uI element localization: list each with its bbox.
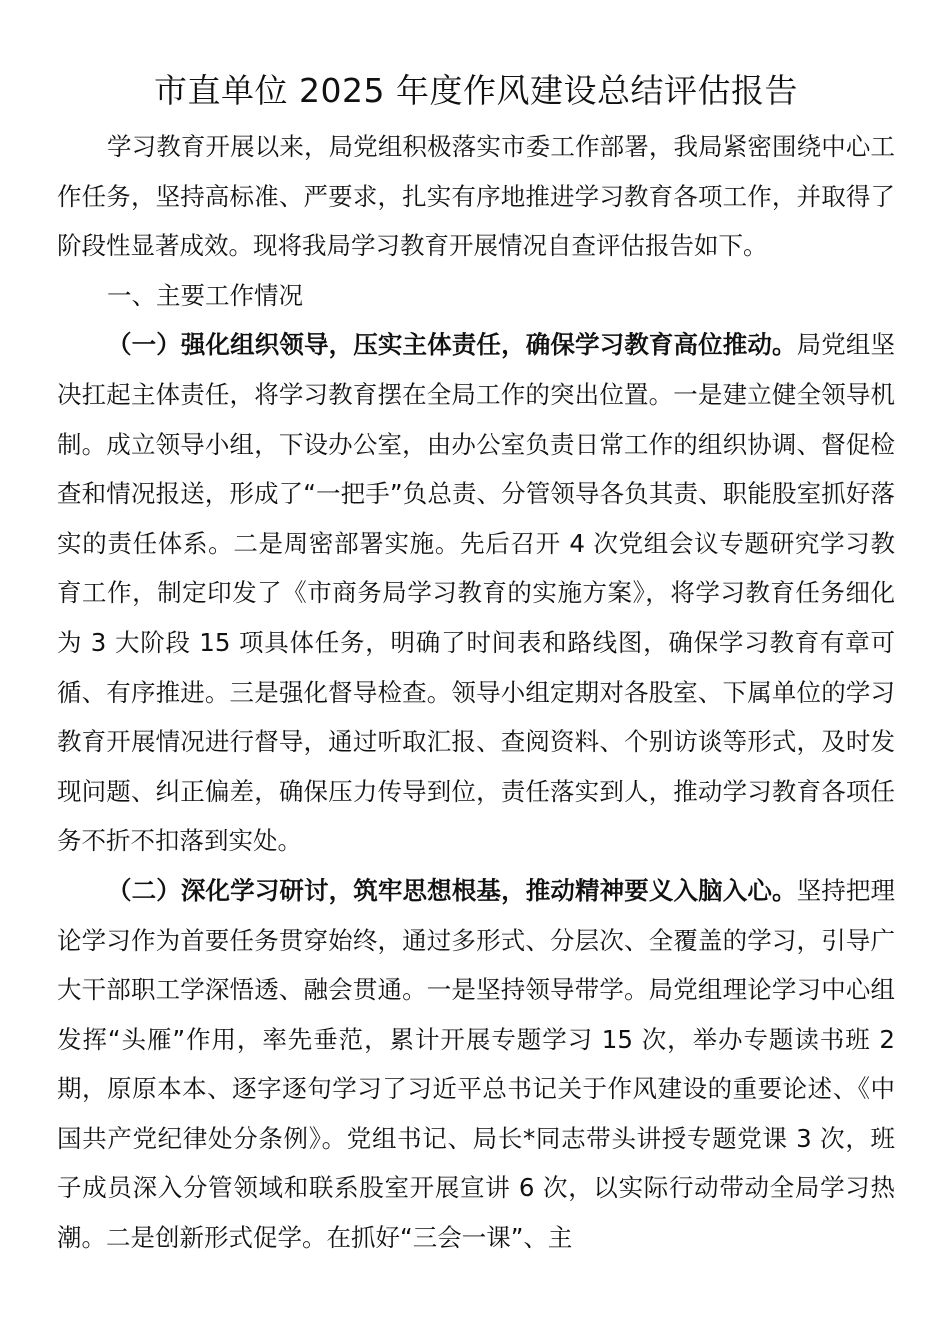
part-2-paragraph bbox=[57, 866, 895, 1263]
document-title: 市直单位 2025 年度作风建设总结评估报告 bbox=[154, 71, 798, 110]
part-2-lead: （二）深化学习研讨，筑牢思想根基，推动精神要义入脑入心。 bbox=[107, 875, 797, 905]
document-page bbox=[57, 64, 895, 1263]
section-heading: 一、主要工作情况 bbox=[107, 280, 303, 310]
part-1-lead: （一）强化组织领导，压实主体责任，确保学习教育高位推动。 bbox=[107, 330, 797, 360]
intro-paragraph: 学习教育开展以来，局党组积极落实市委工作部署，我局紧密围绕中心工作任务，坚持高标准、严要求，扎实有序地推进学习教育各项工作，并取得了阶段性显著成效。现将我局学习教育开展情况自查评估报告如下。 bbox=[57, 132, 895, 261]
part-1-body: 局党组坚决扛起主体责任，将学习教育摆在全局工作的突出位置。一是建立健全领导机制。成立领导小组，下设办公室，由办公室负责日常工作的组织协调、督促检查和情况报送，形成了“一把手”负总责、分管领导各负其责、职能股室抓好落实的责任体系。二是周密部署实施。先后召开 4 次党组会议专题研究学习教育工作，制定印发了《市商务局学习教育的实施方案》，将学习教育任务细化为 3 大阶段 15 项具体任务，明确了时间表和路线图，确保学习教育有章可循、有序推进。三是强化督导检查。领导小组定期对各股室、下属单位的学习教育开展情况进行督导，通过听取汇报、查阅资料、个别访谈等形式，及时发现问题、纠正偏差，确保压力传导到位，责任落实到人，推动学习教育各项任务不折不扣落到实处。 bbox=[57, 330, 896, 856]
part-1-paragraph bbox=[57, 320, 895, 866]
part-2-body: 坚持把理论学习作为首要任务贯穿始终，通过多形式、分层次、全覆盖的学习，引导广大干部职工学深悟透、融会贯通。一是坚持领导带学。局党组理论学习中心组发挥“头雁”作用，率先垂范，累计开展专题学习 15 次，举办专题读书班 2 期，原原本本、逐字逐句学习了习近平总书记关于作风建设的重要论述、《中国共产党纪律处分条例》。党组书记、局长*同志带头讲授专题党课 3 次，班子成员深入分管领域和联系股室开展宣讲 6 次，以实际行动带动全局学习热潮。二是创新形式促学。在抓好“三会一课”、主 bbox=[57, 875, 896, 1253]
